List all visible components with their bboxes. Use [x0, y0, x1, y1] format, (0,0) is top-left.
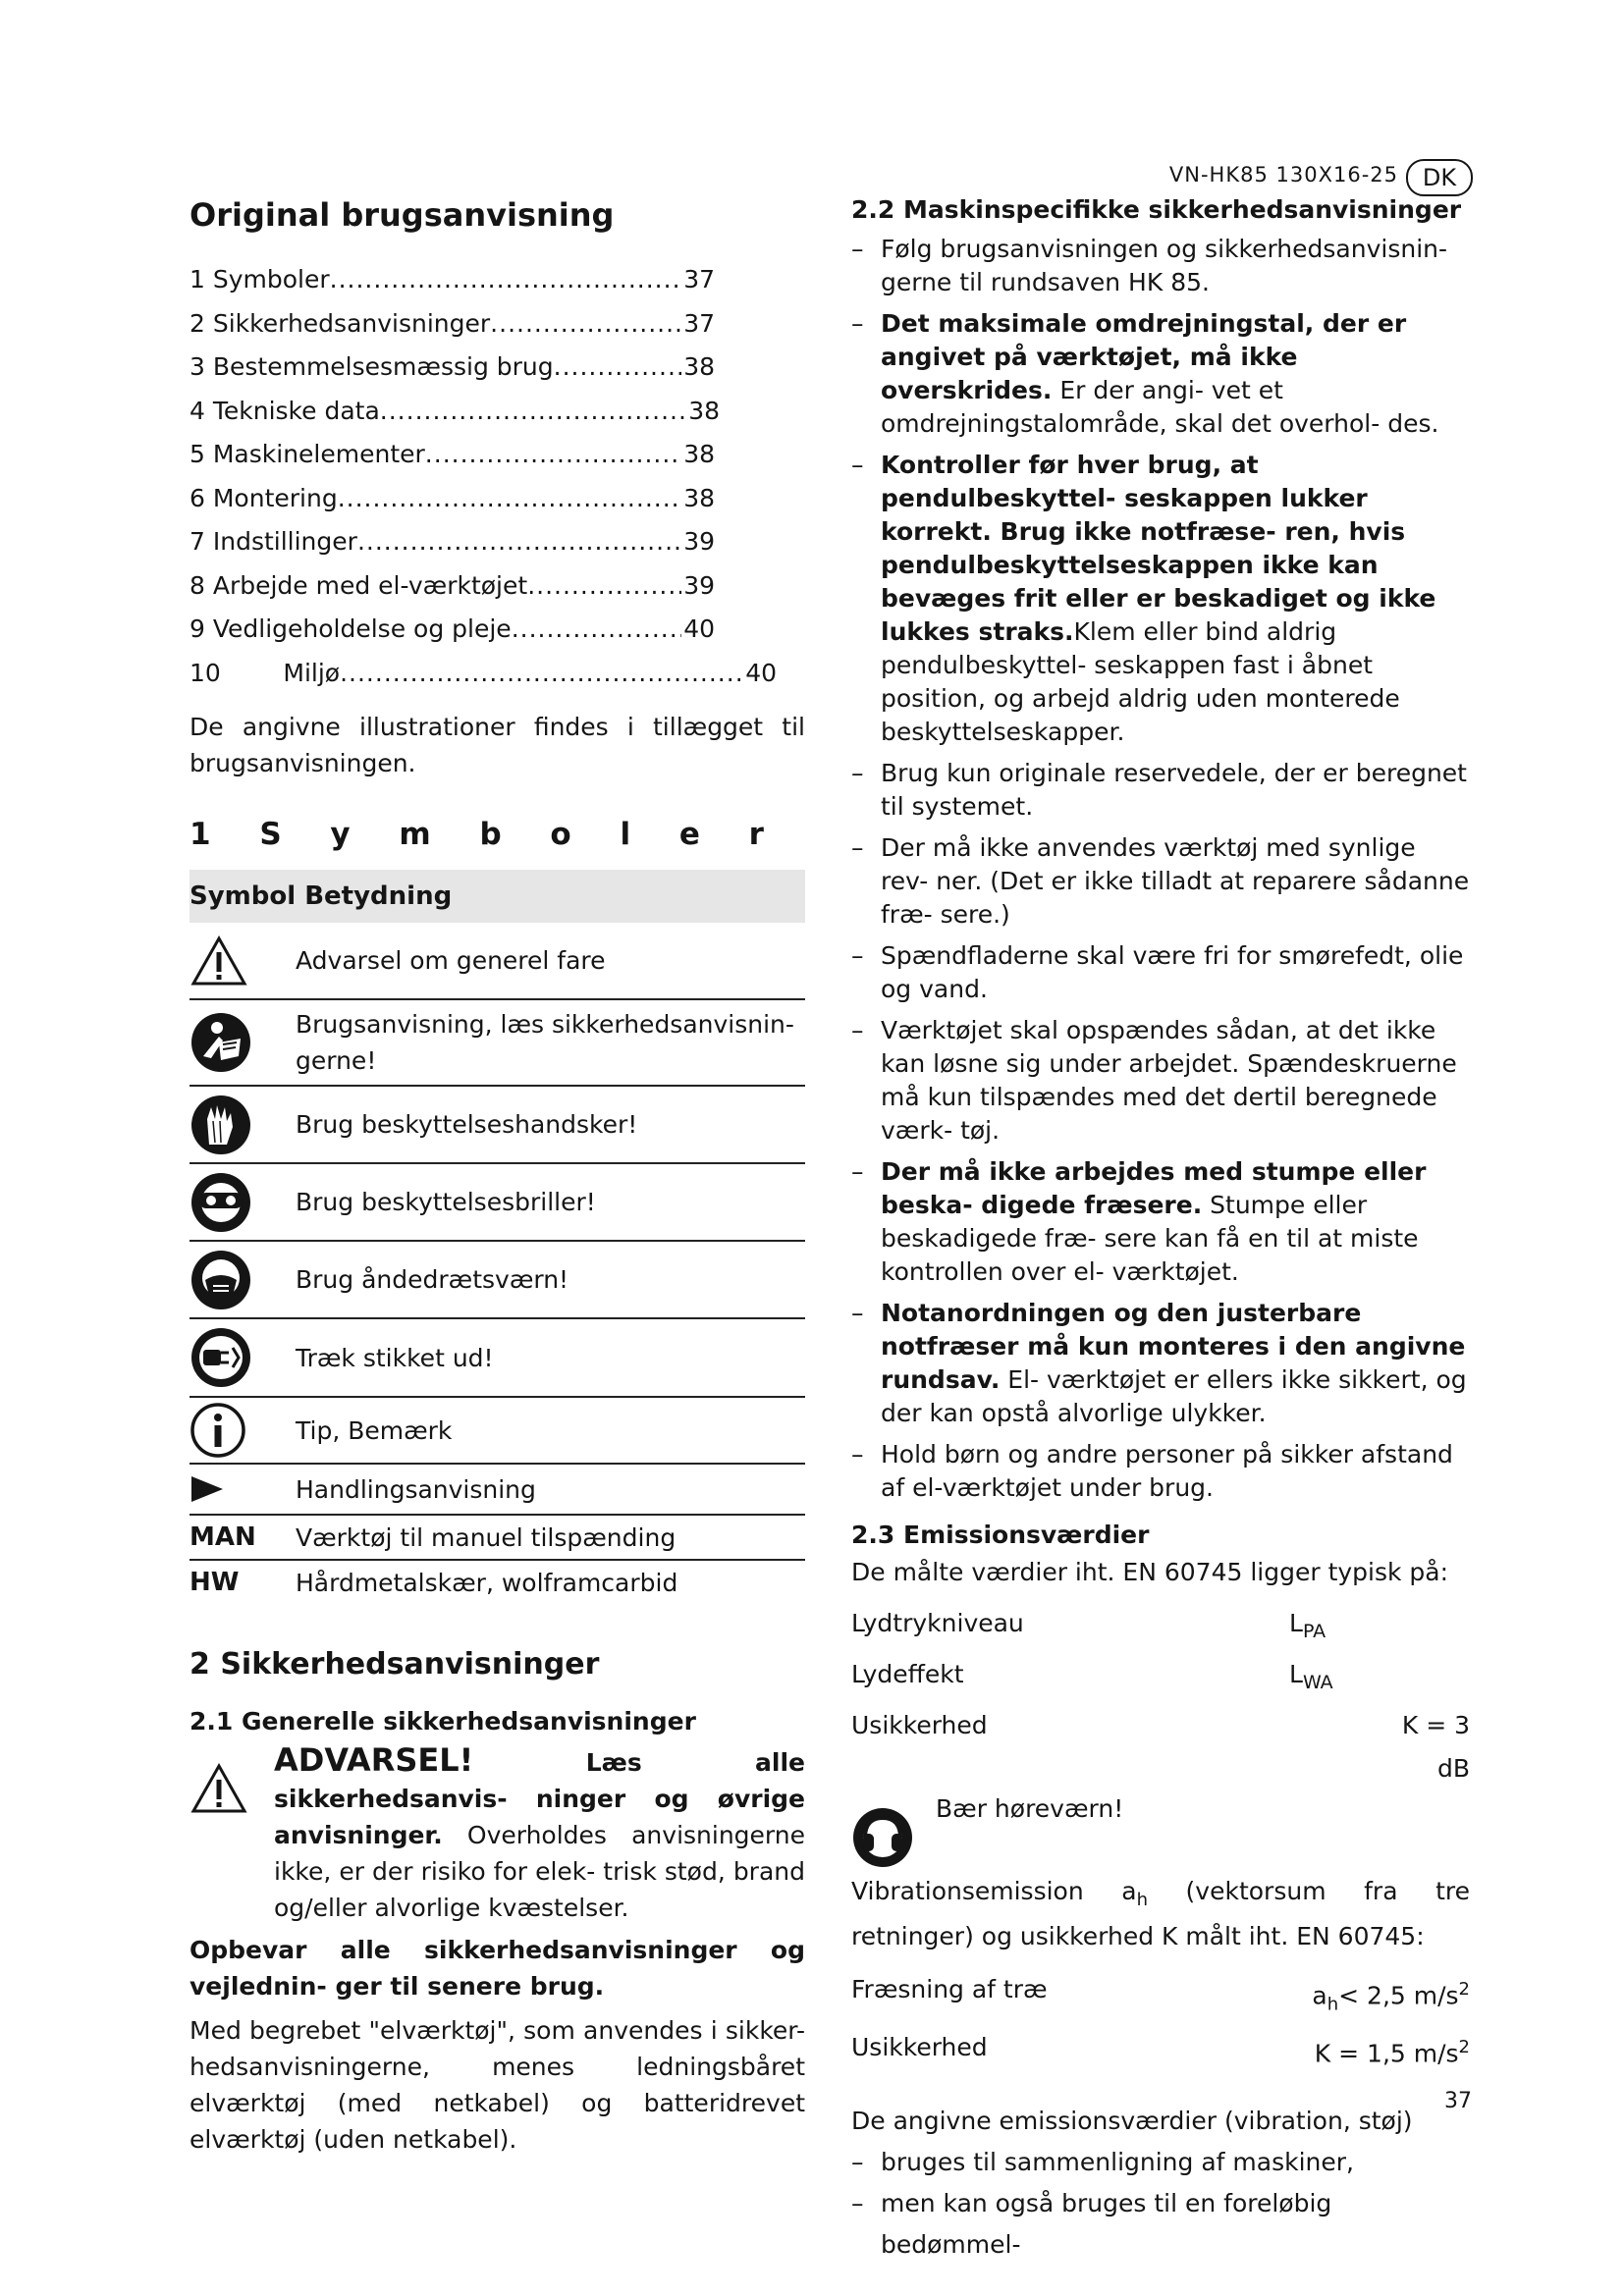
spec-row: Fræsning af træ $a_h< 2,5$ $m/s^2$ [851, 1975, 1470, 2015]
respirator-icon [189, 1249, 296, 1311]
table-row: HW Hårdmetalskær, wolframcarbid [189, 1568, 678, 1597]
vibration-intro: Vibrationsemission $a_h$ (vektorsum fra tre retninger) og usikkerhed K målt iht. EN 60745: [851, 1877, 1470, 1950]
table-row: Handlingsanvisning [189, 1465, 805, 1516]
toc-entry[interactable]: 1 Symboler ..... 37 [189, 258, 715, 302]
table-row: Træk stikket ud! [189, 1319, 805, 1398]
emission-closing: De angivne emissionsværdier (vibration, støj) [851, 2106, 1413, 2135]
toc-entry[interactable]: 4 Tekniske data ..... 38 [189, 390, 720, 434]
noise-values [851, 1602, 1470, 1790]
list-item: – bruges til sammenligning af maskiner, [851, 2142, 1470, 2183]
table-row: Advarsel om generel fare [189, 923, 805, 1000]
warning-bold-text: Læs alle sikkerhedsanvis- ninger og øvrige anvisninger. [274, 1748, 805, 1849]
vibration-values [851, 1968, 1470, 2083]
spec-row: Usikkerhed K = 1,5 $m/s^2$ [851, 2033, 1470, 2068]
read-manual-icon [189, 1011, 296, 1074]
section-2-3-heading: 2.3 Emissionsværdier [851, 1521, 1150, 1549]
toc-entry[interactable]: 5 Maskinelementer ..... 38 [189, 433, 715, 477]
table-of-contents [189, 258, 777, 695]
list-item: – Brug kun originale reservedele, der er beregnet til systemet. [851, 757, 1470, 824]
list-item: – Værktøjet skal opspændes sådan, at det ikke kan løsne sig under arbejdet. Spændeskruerne må kun tilspændes med det dertil beregnede værk- tøj. [851, 1014, 1470, 1148]
toc-entry[interactable]: 10 Miljø ..... 40 [189, 652, 777, 696]
toc-entry[interactable]: 7 Indstillinger ..... 39 [189, 520, 715, 564]
ear-protection-note [851, 1794, 1470, 1859]
emission-intro: De målte værdier iht. EN 60745 ligger typisk på: [851, 1558, 1449, 1586]
symbol-code: HW [189, 1568, 240, 1597]
symbol-table-header: Symbol Betydning [189, 870, 805, 923]
list-item: – Der må ikke arbejdes med stumpe eller beska- digede fræsere. Stumpe eller beskadigede fræ- sere kan få en til at miste kontrollen over el- værktøjet. [851, 1155, 1470, 1289]
spec-row: Usikkerhed K = 3 dB [851, 1711, 1470, 1783]
intro-text: De angivne illustrationer findes i tillægget til brugsanvisningen. [189, 713, 805, 777]
language-badge: DK [1406, 159, 1473, 196]
table-row: Brug åndedrætsværn! [189, 1242, 805, 1319]
right-column [851, 191, 1470, 2266]
toc-entry[interactable]: 3 Bestemmelsesmæssig brug ..... 38 [189, 346, 715, 390]
table-row: Brug beskyttelseshandsker! [189, 1087, 805, 1164]
warning-triangle-icon [189, 934, 296, 988]
toc-entry[interactable]: 9 Vedligeholdelse og pleje ..... 40 [189, 608, 715, 652]
gloves-icon [189, 1094, 296, 1156]
ear-protection-text: Bær høreværn! [936, 1794, 1124, 1823]
list-item: – Hold børn og andre personer på sikker afstand af el-værktøjet under brug. [851, 1438, 1470, 1505]
spec-row: Lydeffekt $L_{WA}$ [851, 1660, 1333, 1693]
table-row: Brug beskyttelsesbriller! [189, 1164, 805, 1242]
table-row: Tip, Bemærk [189, 1398, 805, 1465]
section-2-1-heading: 2.1 Generelle sikkerhedsanvisninger [189, 1707, 696, 1735]
warning-word: ADVARSEL! [274, 1741, 474, 1779]
list-item: – Notanordningen og den justerbare notfræser må kun monteres i den angivne rundsav. El- værktøjet er ellers ikke sikkert, og der kan opstå alvorlige ulykker. [851, 1297, 1470, 1430]
power-tool-definition: Med begrebet "elværktøj", som anvendes i sikker- hedsanvisningerne, menes ledningsbåret elværktøj (med netkabel) og batteridrevet elværktøj (uden netkabel). [189, 2016, 805, 2154]
page-title: Original brugsanvisning [189, 196, 615, 234]
unplug-icon [189, 1326, 296, 1389]
document-code: VN-HK85 130X16-25 [1168, 163, 1398, 187]
info-icon [189, 1402, 296, 1459]
list-item: – Kontroller før hver brug, at pendulbeskyttel- seskappen lukker korrekt. Brug ikke notfræse- ren, hvis pendulbeskyttelseskappen ikke kan bevæges frit eller er beskadiget og ikke lukkes straks.Klem eller bind aldrig pendulbeskyttel- seskappen fast i åbnet position, og arbejd aldrig uden monterede beskyttelseskapper. [851, 449, 1470, 749]
goggles-icon [189, 1171, 296, 1234]
table-row: Brugsanvisning, læs sikkerhedsanvisnin- gerne! [189, 1000, 805, 1087]
arrow-right-icon [189, 1474, 296, 1504]
list-item: – Spændfladerne skal være fri for smørefedt, olie og vand. [851, 939, 1470, 1006]
table-row: MAN Værktøj til manuel tilspænding [189, 1516, 805, 1561]
keep-instructions: Opbevar alle sikkerhedsanvisninger og vejlednin- ger til senere brug. [189, 1936, 805, 2001]
list-item: – Der må ikke anvendes værktøj med synlige rev- ner. (Det er ikke tilladt at reparere sådanne fræ- sere.) [851, 831, 1470, 932]
toc-entry[interactable]: 2 Sikkerhedsanvisninger ..... 37 [189, 302, 715, 347]
general-warning-block [189, 1742, 805, 1926]
toc-entry[interactable]: 6 Montering ..... 38 [189, 477, 715, 521]
symbol-table [189, 870, 805, 1604]
left-column [189, 191, 805, 2158]
warning-triangle-icon [189, 1762, 248, 1819]
list-item: – men kan også bruges til en foreløbig bedømmel- [851, 2183, 1470, 2266]
spec-row: Lydtrykniveau $L_{PA}$ [851, 1609, 1326, 1642]
list-item: – Det maksimale omdrejningstal, der er angivet på værktøjet, må ikke overskrides. Er der angi- vet et omdrejningstalområde, skal det overhol- des. [851, 307, 1470, 441]
section-2-heading: 2 Sikkerhedsanvisninger [189, 1647, 600, 1682]
ear-protection-icon [851, 1806, 914, 1873]
list-item: – Følg brugsanvisningen og sikkerhedsanvisnin- gerne til rundsaven HK 85. [851, 233, 1470, 299]
section-1-heading: 1 S y m b o l e r [189, 817, 764, 852]
symbol-code: MAN [189, 1522, 256, 1552]
toc-entry[interactable]: 8 Arbejde med el-værktøjet ..... 39 [189, 564, 715, 609]
section-2-2-heading: 2.2 Maskinspecifikke sikkerhedsanvisninger [851, 195, 1462, 224]
warning-text: Overholdes anvisningerne ikke, er der risiko for elek- trisk stød, brand og/eller alvorlige kvæstelser. [274, 1821, 805, 1922]
page-number: 37 [1444, 2089, 1472, 2113]
